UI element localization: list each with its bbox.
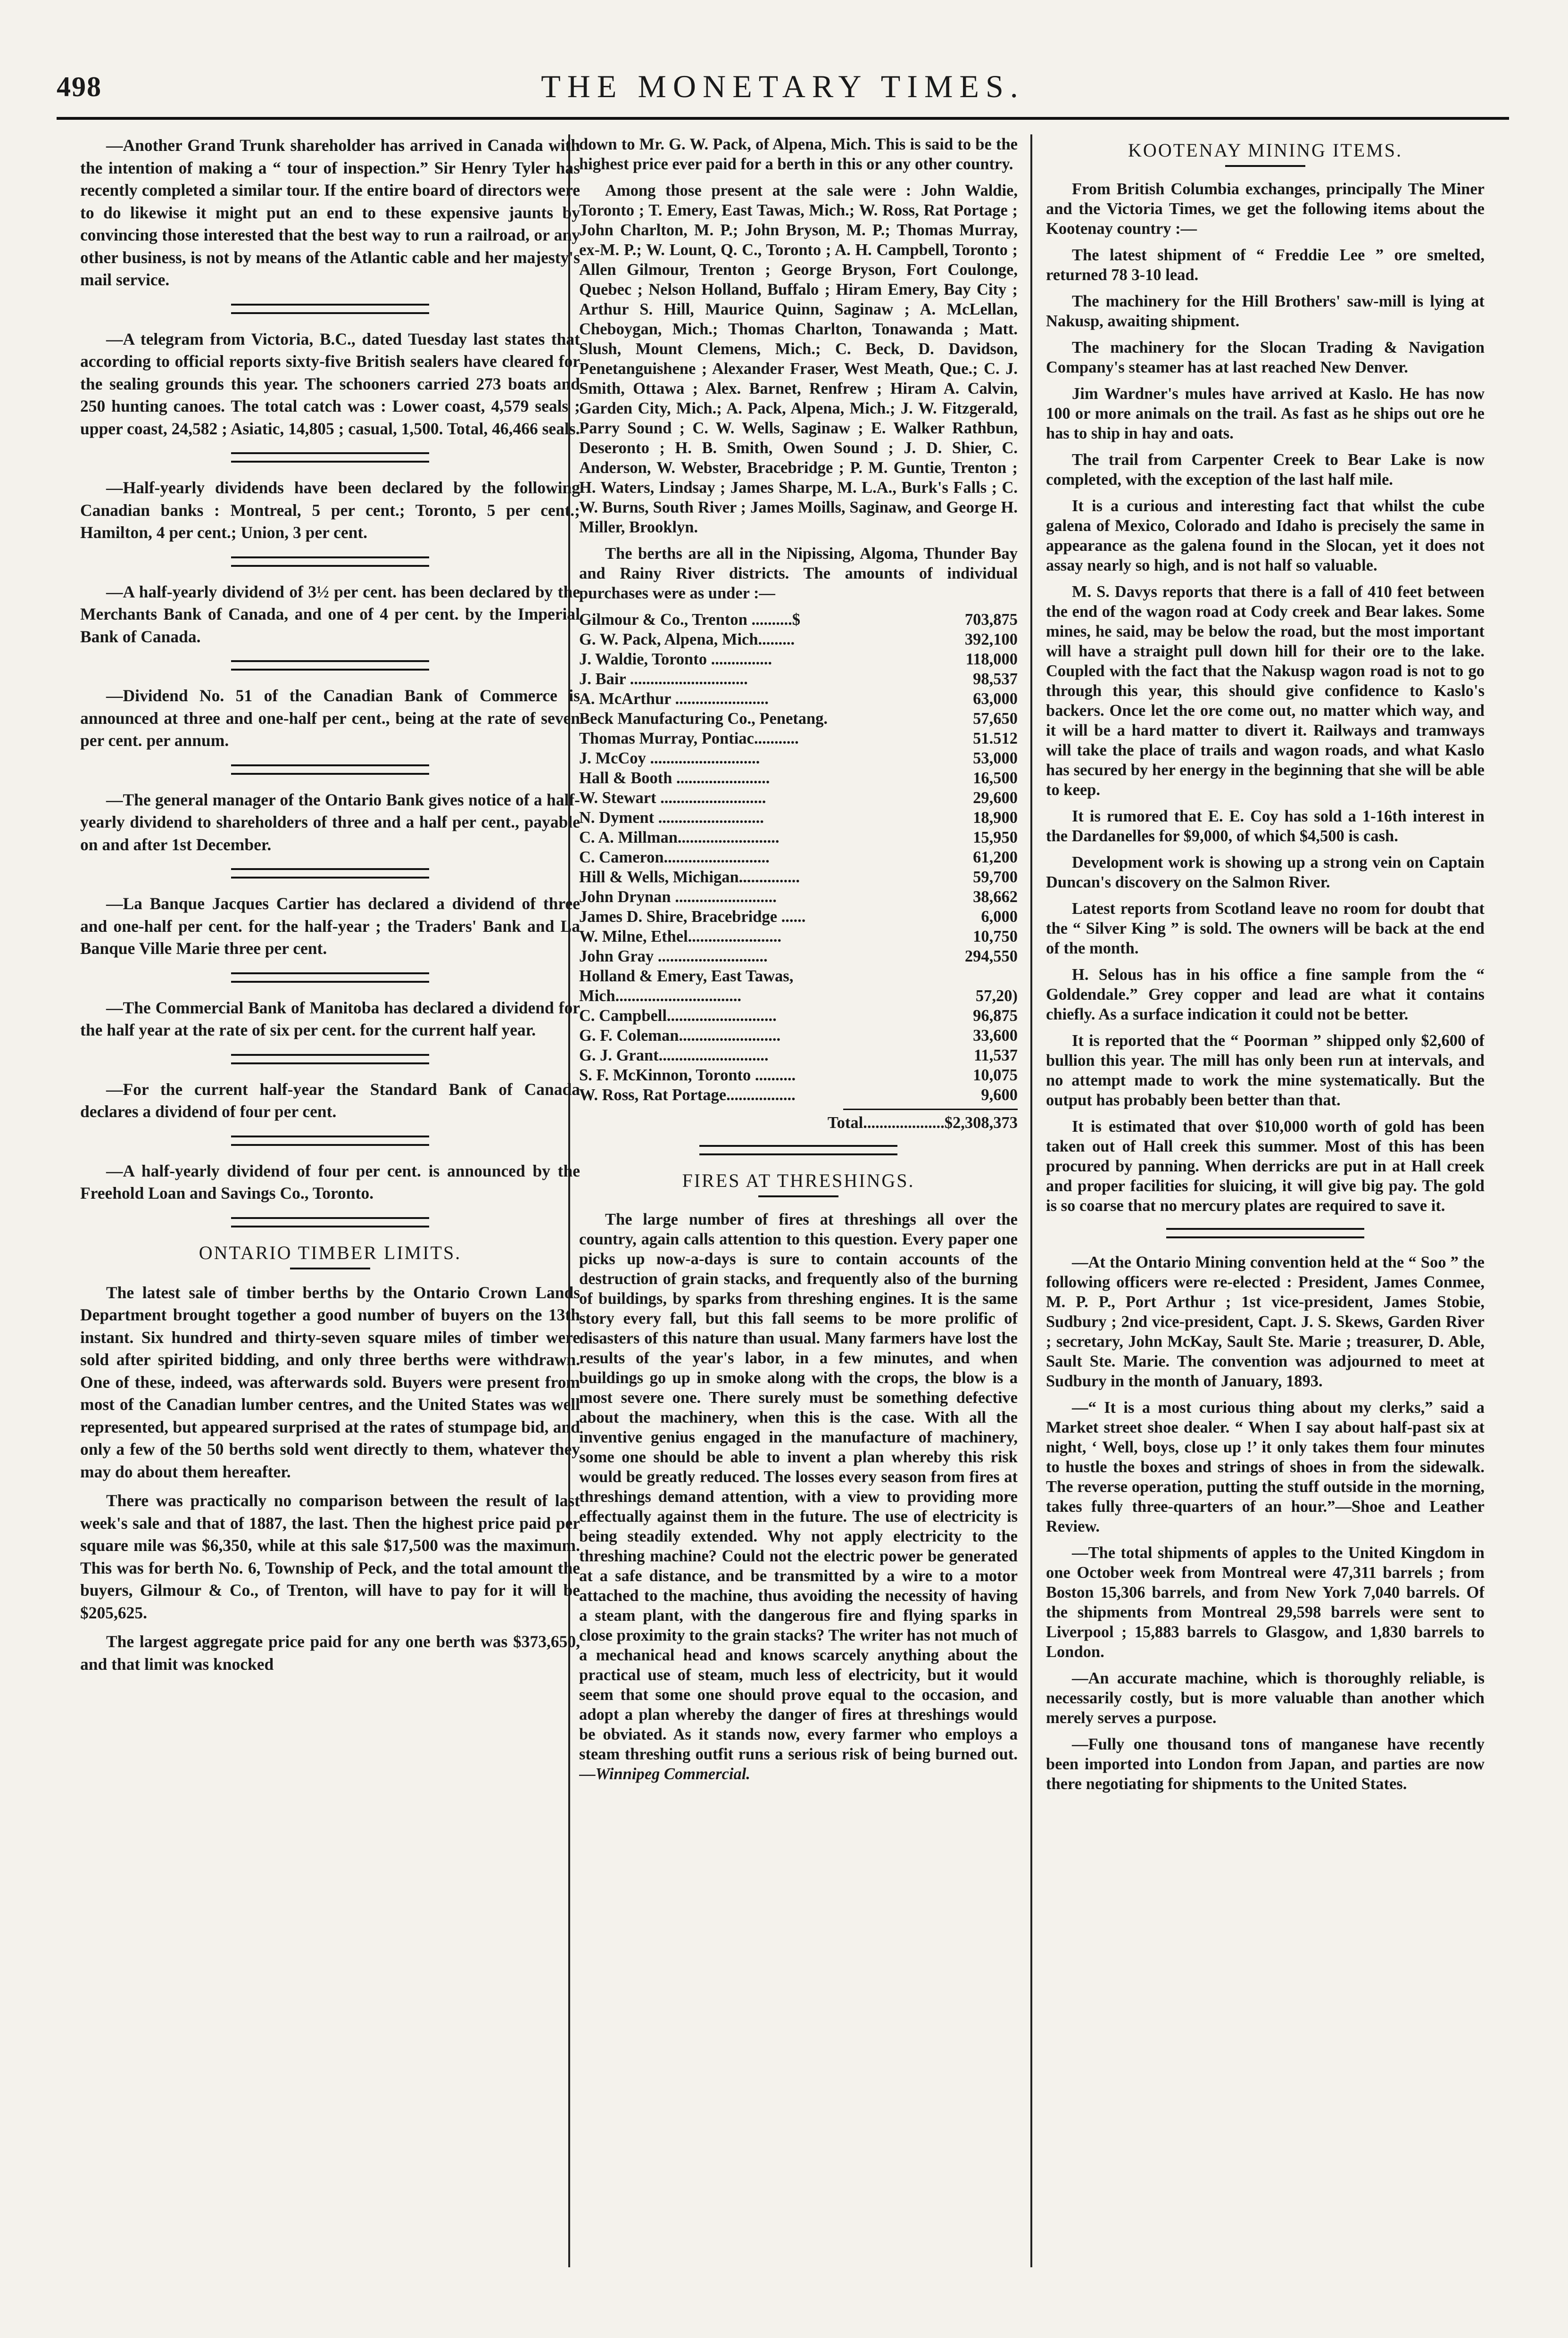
kootenay-item: H. Selous has in his office a fine sample from the “ Goldendale.” Grey copper and lead are what it contains chiefly. As a surface indication it could not be better. <box>1046 966 1485 1023</box>
purchase-row <box>579 808 1018 828</box>
purchase-buyer: Beck Manufacturing Co., Penetang. <box>579 710 828 728</box>
purchase-row <box>579 887 1018 907</box>
divider <box>231 764 429 775</box>
purchase-amount: 11,537 <box>974 1046 1018 1064</box>
purchase-buyer: J. McCoy ........................... <box>579 749 760 767</box>
purchase-row <box>579 788 1018 808</box>
news-item: —“ It is a most curious thing about my clerks,” said a Market street shoe dealer. “ When I say about half-past six at night, ‘ Well, boys, close up !’ it only takes them four minutes to hustle the boxes and strings of shoes in from the sidewalk. The reverse operation, putting the stuff outside in the morning, takes fully three-quarters of an hour.”—Shoe and Leather Review. <box>1046 1399 1485 1535</box>
purchase-buyer: G. F. Coleman......................... <box>579 1027 781 1045</box>
purchase-row <box>579 630 1018 649</box>
news-item-sealers: —A telegram from Victoria, B.C., dated Tuesday last states that according to official reports sixty-five British sealers have cleared for the sealing grounds this year. The schooners carried 273 boats and 250 hunting canoes. The total catch was : Lower coast, 4,579 seals ; upper coast, 24,582 ; Asiatic, 14,805 ; casual, 1,500. Total, 46,466 seals. <box>80 329 580 438</box>
purchase-row <box>579 966 1018 986</box>
news-item-standard-bank: —For the current half-year the Standard Bank of Canada declares a dividend of four per cent. <box>80 1079 580 1121</box>
kootenay-items <box>1046 179 1485 1216</box>
purchase-buyer: N. Dyment .......................... <box>579 809 764 827</box>
purchase-amount: 96,875 <box>973 1007 1018 1025</box>
news-item: —Fully one thousand tons of manganese have recently been imported into London from Japan, and parties are now there negotiating for shipments to the United States. <box>1046 1735 1485 1793</box>
purchase-amount: 10,750 <box>973 928 1018 945</box>
divider <box>231 452 429 463</box>
news-item-ontario-bank: —The general manager of the Ontario Bank gives notice of a half-yearly dividend to shareholders of three and a half per cent., payable on and after 1st December. <box>80 790 580 854</box>
purchase-amount: 10,075 <box>973 1066 1018 1084</box>
kootenay-item: Latest reports from Scotland leave no room for doubt that the “ Silver King ” is sold. The owners will be back at the end of the month. <box>1046 900 1485 957</box>
purchases-table <box>579 610 1018 1105</box>
purchase-row <box>579 610 1018 630</box>
purchase-amount: 9,600 <box>981 1086 1018 1104</box>
divider <box>231 1054 429 1064</box>
kootenay-item: From British Columbia exchanges, principally The Miner and the Victoria Times, we get the following items about the Kootenay country :— <box>1046 180 1485 238</box>
purchase-amount: 16,500 <box>973 769 1018 787</box>
purchase-row <box>579 986 1018 1006</box>
purchase-buyer: Gilmour & Co., Trenton ..........$ <box>579 611 800 629</box>
purchase-buyer: C. Cameron.......................... <box>579 848 770 866</box>
purchase-row <box>579 847 1018 867</box>
kootenay-item: The machinery for the Slocan Trading & Navigation Company's steamer has at last reached New Denver. <box>1046 339 1485 376</box>
news-item: —At the Ontario Mining convention held at the “ Soo ” the following officers were re-elected : President, James Conmee, M. P. P., Port Arthur ; 1st vice-president, James Stobie, Sudbury ; 2nd vice-president, Capt. J. S. Skews, Garden River ; secretary, John McKay, Sault Ste. Marie ; treasurer, D. Able, Sault Ste. Marie. The convention was adjourned to meet at Sudbury in the month of January, 1893. <box>1046 1253 1485 1390</box>
section-title-timber: ONTARIO TIMBER LIMITS. <box>199 1242 462 1263</box>
column-right <box>1046 134 1485 2267</box>
purchase-buyer: Thomas Murray, Pontiac........... <box>579 730 799 747</box>
timber-paragraph: The latest sale of timber berths by the Ontario Crown Lands Department brought together a good number of buyers on the 13th instant. Six hundred and thirty-seven square miles of timber were sold after spirited bidding, and only three berths were withdrawn. One of these, indeed, was afterwards sold. Buyers were present from most of the Canadian lumber centres, and the United States was well represented, but appeared surprised at the rates of stumpage bid, and only a few of the 50 berths sold went directly to them, whatever they may do about them hereafter. <box>80 1283 580 1481</box>
purchase-amount: 15,950 <box>973 829 1018 846</box>
fires-source: Winnipeg Commercial. <box>595 1765 750 1783</box>
news-item-commercial-bank: —The Commercial Bank of Manitoba has declared a dividend for the half year at the rate of six per cent. for the current half year. <box>80 998 580 1039</box>
purchase-amount: 59,700 <box>973 868 1018 886</box>
kootenay-item: The trail from Carpenter Creek to Bear Lake is now completed, with the exception of the last half mile. <box>1046 451 1485 489</box>
news-item-freehold-loan: —A half-yearly dividend of four per cent. is announced by the Freehold Loan and Savings Co., Toronto. <box>80 1161 580 1202</box>
column-middle <box>579 134 1018 2267</box>
kootenay-item: It is estimated that over $10,000 worth of gold has been taken out of Hall creek this summer. Most of this has been procured by panning. When derricks are put in at Hall creek and proper facilities for sluicing, it will give big pay. The gold is so coarse that no mercury plates are required to save it. <box>1046 1118 1485 1215</box>
purchase-row <box>579 709 1018 729</box>
purchase-buyer: G. W. Pack, Alpena, Mich......... <box>579 630 795 648</box>
divider <box>290 1268 370 1269</box>
purchase-amount: 18,900 <box>973 809 1018 827</box>
timber-paragraph: There was practically no comparison between the result of last week's sale and that of 1887, the last. Then the highest price paid per square mile was $6,350, while at this sale $17,500 was the maximum. This was for berth No. 6, Township of Peck, and the total amount the buyers, Gilmour & Co., of Trenton, will have to pay for it will be $205,625. <box>80 1491 580 1622</box>
divider <box>699 1145 897 1155</box>
purchase-amount: 38,662 <box>973 888 1018 906</box>
kootenay-item: The latest shipment of “ Freddie Lee ” ore smelted, returned 78 3-10 lead. <box>1046 246 1485 284</box>
purchase-buyer: Mich............................... <box>579 987 742 1005</box>
purchase-row <box>579 1045 1018 1065</box>
kootenay-item: It is rumored that E. E. Coy has sold a 1-16th interest in the Dardanelles for $9,000, of which $4,500 is cash. <box>1046 807 1485 845</box>
divider <box>231 868 429 879</box>
purchase-row <box>579 689 1018 709</box>
kootenay-item: It is a curious and interesting fact that whilst the cube galena of Mexico, Colorado and Idaho is precisely the same in appearance as the galena found in the Slocan, yet it does not assay nearly so high, and is not half so valuable. <box>1046 497 1485 574</box>
purchase-amount: 29,600 <box>973 789 1018 807</box>
timber-paragraph: down to Mr. G. W. Pack, of Alpena, Mich. This is said to be the highest price ever paid for a berth in this or any other country. <box>579 135 1018 173</box>
section-title-kootenay: KOOTENAY MINING ITEMS. <box>1128 140 1402 161</box>
divider <box>231 304 429 314</box>
kootenay-item: The machinery for the Hill Brothers' saw-mill is lying at Nakusp, awaiting shipment. <box>1046 292 1485 330</box>
column-rule <box>1030 134 1032 2267</box>
news-item-bank-dividends: —Half-yearly dividends have been declared by the following Canadian banks : Montreal, 5 per cent.; Toronto, 5 per cent.; Hamilton, 4 per cent.; Union, 3 per cent. <box>80 478 580 542</box>
timber-paragraph: The largest aggregate price paid for any one berth was $373,650, and that limit was knocked <box>80 1632 580 1674</box>
section-title-fires: FIRES AT THRESHINGS. <box>682 1170 915 1191</box>
divider <box>758 1195 838 1197</box>
purchase-row <box>579 867 1018 887</box>
divider <box>1225 165 1305 167</box>
purchase-row <box>579 1026 1018 1045</box>
purchase-amount: 392,100 <box>964 630 1018 648</box>
purchase-buyer: James D. Shire, Bracebridge ...... <box>579 908 806 926</box>
purchase-buyer: Hill & Wells, Michigan............... <box>579 868 800 886</box>
purchase-buyer: S. F. McKinnon, Toronto .......... <box>579 1066 796 1084</box>
purchases-total: Total....................$2,308,373 <box>827 1114 1018 1132</box>
page-number: 498 <box>57 71 102 102</box>
purchase-buyer: W. Ross, Rat Portage................. <box>579 1086 796 1104</box>
purchase-row <box>579 828 1018 847</box>
news-item: —The total shipments of apples to the United Kingdom in one October week from Montreal were 47,311 barrels ; from Boston 15,306 barrels, and from New York 7,040 barrels. Of the shipments from Montreal 29,598 barrels were sent to Liverpool ; 15,883 barrels to Glasgow, and 1,830 barrels to London. <box>1046 1544 1485 1661</box>
fires-paragraph <box>579 1210 1018 1784</box>
purchase-amount: 51.512 <box>973 730 1018 747</box>
purchase-buyer: Holland & Emery, East Tawas, <box>579 967 794 985</box>
purchase-amount: 63,000 <box>973 690 1018 708</box>
purchase-amount: 57,20) <box>975 987 1018 1005</box>
fires-text: The large number of fires at threshings all over the country, again calls attention to this question. Every paper one picks up now-a-days is sure to contain accounts of the destruction of grain stacks, and frequently also of the burning of buildings, by sparks from threshing engines. It is the same story every fall, but this fall seems to be more prolific of disasters of this nature than usual. Many farmers have lost the results of the year's labor, in a few minutes, and when buildings go up in smoke along with the crops, the blow is a most severe one. There surely must be something defective about the machinery, when this is the case. With all the inventive genius engaged in the manufacture of machinery, some one should be able to invent a plan whereby this risk would be greatly reduced. The losses every season from fires at threshings demand attention, with a view to providing more effectually against them in the future. The use of electricity is being steadily extended. Why not apply electricity to the threshing machine? Could not the electric power be generated at a safe distance, and be transmitted by a wire to a motor attached to the machine, thus avoiding the necessity of having a steam plant, with the dangerous fire and flying sparks in close proximity to the grain stacks? The writer has not much of a mechanical head and knows scarcely anything about the practical use of steam, much less of electricity, but it would seem that some one should prove equal to the occasion, and adopt a plan whereby the danger of fires at threshings would be obviated. As it stands now, every farmer who employs a steam threshing outfit runs a serious risk of being burned out.— <box>579 1210 1018 1783</box>
divider <box>231 972 429 983</box>
news-item-bank-of-commerce: —Dividend No. 51 of the Canadian Bank of Commerce is announced at three and one-half per cent., being at the rate of seven per cent. per annum. <box>80 686 580 750</box>
purchase-buyer: C. Campbell........................... <box>579 1007 777 1025</box>
purchase-buyer: John Gray ........................... <box>579 947 768 965</box>
masthead: THE MONETARY TIMES. <box>541 68 1025 104</box>
purchase-row <box>579 669 1018 689</box>
purchase-amount: 33,600 <box>973 1027 1018 1045</box>
purchase-amount: 703,875 <box>964 611 1018 629</box>
purchase-row <box>579 927 1018 946</box>
purchase-amount: 118,000 <box>965 650 1018 668</box>
divider <box>231 660 429 671</box>
divider <box>1166 1228 1364 1238</box>
total-rule <box>843 1109 1018 1110</box>
purchase-row <box>579 1006 1018 1026</box>
purchase-buyer: John Drynan ......................... <box>579 888 777 906</box>
purchase-amount: 294,550 <box>964 947 1018 965</box>
kootenay-item: Jim Wardner's mules have arrived at Kaslo. He has now 100 or more animals on the trail. As fast as he ships out ore he has to ship in hay and oats. <box>1046 385 1485 442</box>
column-left <box>80 134 580 2267</box>
purchase-buyer: J. Waldie, Toronto ............... <box>579 650 772 668</box>
purchase-row <box>579 1065 1018 1085</box>
news-item-merchants-bank: —A half-yearly dividend of 3½ per cent. has been declared by the Merchants Bank of Canada, and one of 4 per cent. by the Imperial Bank of Canada. <box>80 582 580 646</box>
purchase-buyer: G. J. Grant........................... <box>579 1046 769 1064</box>
purchase-amount: 53,000 <box>973 749 1018 767</box>
misc-items <box>1046 1252 1485 1794</box>
buyers-list: Among those present at the sale were : John Waldie, Toronto ; T. Emery, East Tawas, Mich.; W. Ross, Rat Portage ; John Charlton, M. P.; John Bryson, M. P.; Thomas Murray, ex-M. P.; W. Lount, Q. C., Toronto ; A. H. Campbell, Toronto ; Allen Gilmour, Trenton ; George Bryson, Fort Coulonge, Quebec ; Nelson Holland, Buffalo ; Hiram Emery, Bay City ; Arthur S. Hill, Maurice Quinn, Saginaw ; A. McLellan, Cheboygan, Mich.; Thomas Charlton, Tonawanda ; Matt. Slush, Mount Clemens, Mich.; C. Beck, D. Davidson, Penetanguishene ; Alexander Fraser, West Meath, Que.; C. J. Smith, Ottawa ; Alex. Barnet, Renfrew ; Hiram A. Calvin, Garden City, Mich.; A. Pack, Alpena, Mich.; J. W. Fitzgerald, Parry Sound ; C. W. Wells, Saginaw ; E. Walker Rathbun, Deseronto ; H. B. Smith, Owen Sound ; J. D. Shier, C. Anderson, W. Webster, Bracebridge ; P. M. Guntie, Trenton ; H. Waters, Lindsay ; James Sharpe, M. L.A., Burk's Falls ; C. W. Burns, South River ; James Moills, Saginaw, and George H. Miller, Brooklyn. <box>579 182 1018 536</box>
news-item: —An accurate machine, which is thoroughly reliable, is necessarily costly, but is more valuable than another which merely serves a purpose. <box>1046 1669 1485 1727</box>
purchase-amount: 98,537 <box>973 670 1018 688</box>
news-item-grand-trunk: —Another Grand Trunk shareholder has arrived in Canada with the intention of making a “ tour of inspection.” Sir Henry Tyler has recently completed a similar tour. If the entire board of directors were to do likewise it might put an end to these expensive jaunts by convincing those interested that the best way to run a railroad, or any other business, is not by means of the Atlantic cable and her majesty's mail service. <box>80 136 580 289</box>
divider <box>231 1217 429 1227</box>
purchase-amount: 57,650 <box>973 710 1018 728</box>
kootenay-item: M. S. Davys reports that there is a fall of 410 feet between the end of the wagon road at Cody creek and Bear lakes. Some mines, he said, may be below the road, but the most important will have a straight pull down hill for their ore to the lake. Coupled with the fact that the Nakusp wagon road is not to go through this year, this should give confidence to Kaslo's backers. Once let the ore come out, no matter which way, and it will be a hard matter to divert it. Railways and tramways will take the place of trails and wagon roads, and what Kaslo has secured by her energy in the beginning that she will be able to keep. <box>1046 583 1485 799</box>
purchase-buyer: W. Stewart .......................... <box>579 789 766 807</box>
purchase-buyer: C. A. Millman......................... <box>579 829 780 846</box>
divider <box>231 556 429 567</box>
purchase-amount: 6,000 <box>981 908 1018 926</box>
purchase-amount <box>923 966 1018 986</box>
purchase-buyer: A. McArthur ....................... <box>579 690 769 708</box>
purchase-row <box>579 907 1018 927</box>
news-item-jacques-cartier: —La Banque Jacques Cartier has declared a dividend of three and one-half per cent. for the half-year ; the Traders' Bank and La Banque Ville Marie three per cent. <box>80 894 580 958</box>
purchase-buyer: J. Bair ............................. <box>579 670 748 688</box>
purchase-row <box>579 729 1018 748</box>
kootenay-item: It is reported that the “ Poorman ” shipped only $2,600 of bullion this year. The mill has only been run at intervals, and no attempt made to work the mine systematically. But the output has probably been better than that. <box>1046 1032 1485 1109</box>
divider <box>231 1136 429 1146</box>
purchase-buyer: W. Milne, Ethel....................... <box>579 928 782 945</box>
berths-intro: The berths are all in the Nipissing, Algoma, Thunder Bay and Rainy River districts. The amounts of individual purchases were as under :— <box>579 545 1018 602</box>
page-header <box>57 68 1509 123</box>
kootenay-item: Development work is showing up a strong vein on Captain Duncan's discovery on the Salmon River. <box>1046 854 1485 891</box>
purchase-row <box>579 649 1018 669</box>
purchase-buyer: Hall & Booth ....................... <box>579 769 770 787</box>
header-rule <box>57 117 1509 120</box>
purchase-row <box>579 1085 1018 1105</box>
purchase-amount: 61,200 <box>973 848 1018 866</box>
purchase-row <box>579 748 1018 768</box>
purchase-row <box>579 946 1018 966</box>
purchase-row <box>579 768 1018 788</box>
